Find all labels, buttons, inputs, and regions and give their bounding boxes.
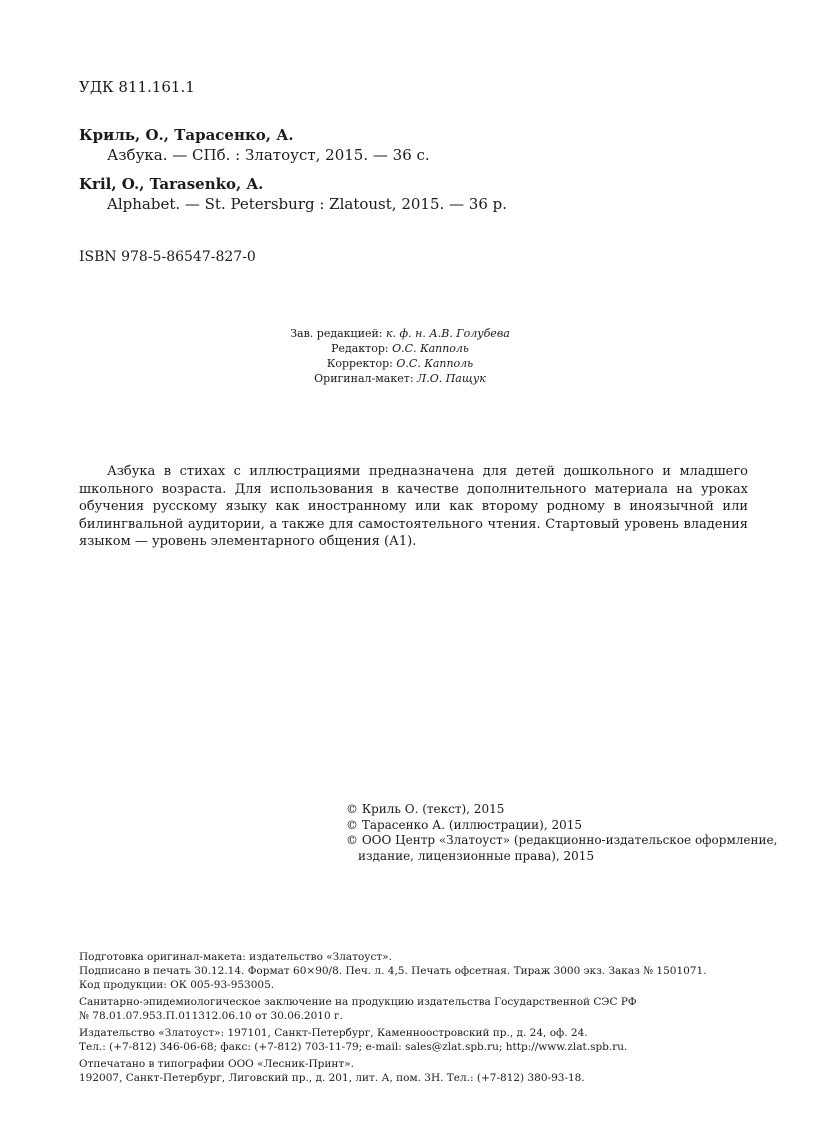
copyright-block [346,802,778,864]
credit-value: к. ф. н. А.В. Голубева [386,327,510,340]
credit-value: Л.О. Пащук [417,372,486,385]
imprint-line: 192007, Санкт-Петербург, Лиговский пр., д. 201, лит. А, пом. 3Н. Тел.: (+7-812) 380-93-18. [79,1072,585,1084]
copyright-line: © ООО Центр «Златоуст» (редакционно-издательское оформление, [346,833,778,847]
bibliography-description: Азбука. — СПб. : Златоуст, 2015. — 36 с. [107,146,430,164]
imprint-group [79,995,779,1023]
bibliography-description: Alphabet. — St. Petersburg : Zlatoust, 2015. — 36 p. [107,195,508,213]
udk-code: УДК 811.161.1 [79,78,195,96]
imprint-group [79,950,779,992]
imprint-line: Подготовка оригинал-макета: издательство «Златоуст». [79,951,392,963]
imprint-line: Тел.: (+7-812) 346-06-68; факс: (+7-812) 703-11-79; e-mail: sales@zlat.spb.ru; http://www.zlat.spb.ru. [79,1041,628,1053]
imprint-group [79,1026,779,1054]
credit-line [200,371,600,386]
credit-label: Корректор: [326,357,393,370]
bibliography-author: Криль, О., Тарасенко, А. [79,126,294,144]
isbn: ISBN 978-5-86547-827-0 [79,249,256,265]
abstract-paragraph: Азбука в стихах с иллюстрациями предназначена для детей дошкольного и младшего школьного возраста. Для использования в качестве дополнительного материала на уроках обучения русскому языку как иностранному или как второму родному в иноязычной или билингвальной аудитории, а также для самостоятельного чтения. Стартовый уровень владения языком — уровень элементарного общения (А1). [79,464,748,549]
copyright-line: издание, лицензионные права), 2015 [358,848,595,863]
credit-label: Зав. редакцией: [290,327,383,340]
credit-label: Редактор: [331,342,389,355]
imprint-line: Санитарно-эпидемиологическое заключение на продукцию издательства Государственной СЭС РФ [79,996,637,1008]
imprint-block [79,950,779,1088]
bibliography-entry-ru [79,125,430,165]
credit-value: О.С. Капполь [396,357,474,370]
imprint-line: Издательство «Златоуст»: 197101, Санкт-Петербург, Каменноостровский пр., д. 24, оф. 24. [79,1027,588,1039]
imprint-line: Отпечатано в типографии ООО «Лесник-Принт». [79,1058,354,1070]
credit-value: О.С. Капполь [392,342,469,355]
credit-label: Оригинал-макет: [314,372,414,385]
imprint-group [79,1057,779,1085]
credits-block [200,326,600,386]
imprint-line: № 78.01.07.953.П.011312.06.10 от 30.06.2010 г. [79,1010,343,1022]
copyright-line: © Тарасенко А. (иллюстрации), 2015 [346,817,583,832]
bibliography-entry-en [79,174,507,214]
bibliography-author: Kril, O., Tarasenko, A. [79,175,264,193]
credit-line [200,341,600,356]
imprint-line: Подписано в печать 30.12.14. Формат 60×90/8. Печ. л. 4,5. Печать офсетная. Тираж 3000 экз. Заказ № 1501071. [79,965,707,977]
credit-line [200,356,600,371]
copyright-line: © Криль О. (текст), 2015 [346,802,505,816]
credit-line [200,326,600,341]
imprint-line: Код продукции: ОК 005-93-953005. [79,979,275,991]
